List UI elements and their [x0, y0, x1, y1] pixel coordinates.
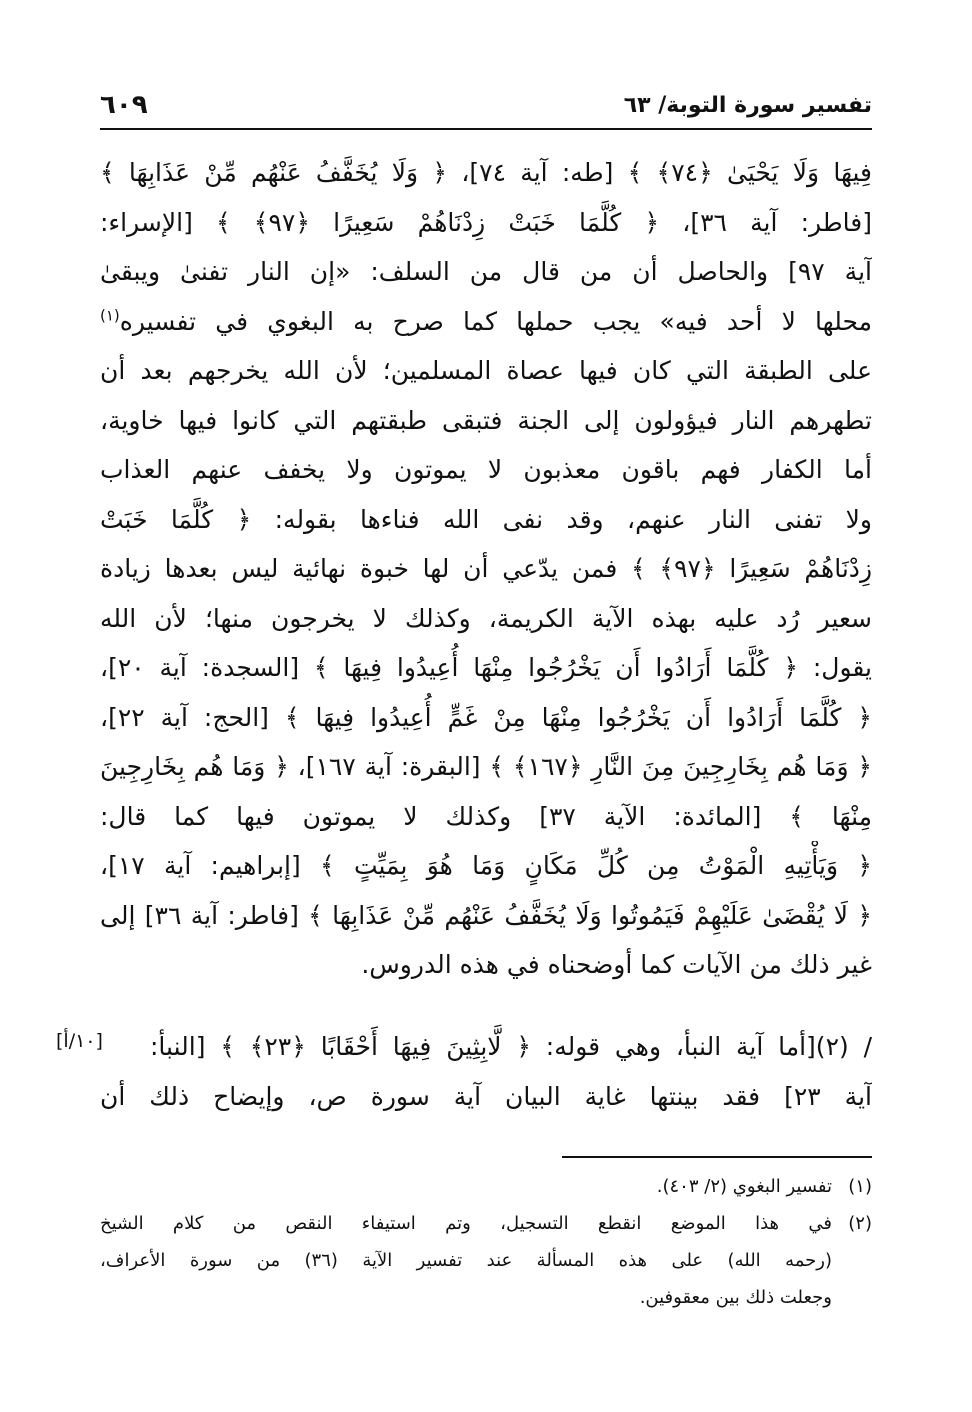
footnote-line: تفسير البغوي (٢/ ٤٠٣).: [656, 1176, 832, 1197]
text-line: محلها لا أحد فيه» يجب حملها كما صرح به البغوي في تفسيره: [119, 306, 872, 336]
text-line: أما الكفار فهم باقون معذبون لا يموتون ولا يخفف عنهم العذاب: [100, 455, 872, 484]
manuscript-marker: [١٠/أ]: [56, 1030, 103, 1052]
text-line: [فاطر: آية ٣٦]، ﴿ كُلَّمَا خَبَتْ زِدْنَاهُمْ سَعِيرًا ﴿٩٧﴾ ﴾ [الإسراء:: [100, 207, 872, 237]
text-line: زِدْنَاهُمْ سَعِيرًا ﴿٩٧﴾ ﴾ فمن يدّعي أن لها خبوة نهائية ليس بعدها زيادة: [100, 554, 872, 583]
text-line: على الطبقة التي كان فيها عصاة المسلمين؛ لأن الله يخرجهم بعد أن: [100, 356, 872, 385]
text-line: ولا تفنى النار عنهم، وقد نفى الله فناءها بقوله: ﴿ كُلَّمَا خَبَتْ: [100, 504, 872, 534]
text-line: ﴿ وَمَا هُم بِخَارِجِينَ مِنَ النَّارِ ﴿١٦٧﴾ ﴾ [البقرة: آية ١٦٧]، ﴿ وَمَا هُم بِخَارِجِينَ: [100, 752, 872, 781]
second-paragraph: [100, 1022, 872, 1121]
footnote-ref: (١): [100, 306, 120, 325]
page-header: [100, 82, 872, 130]
text-line: / (٢)[أما آية النبأ، وهي قوله: ﴿ لَّابِثِينَ فِيهَا أَحْقَابًا ﴿٢٣﴾ ﴾ [النبأ:: [150, 1032, 872, 1061]
footnote-number: (١): [848, 1176, 872, 1197]
footnote-text: [100, 1205, 832, 1316]
text-line: ﴿ لَا يُقْضَىٰ عَلَيْهِمْ فَيَمُوتُوا وَلَا يُخَفَّفُ عَنْهُم مِّنْ عَذَابِهَا ﴾ [فاطر: آية ٣٦] إلى: [100, 900, 872, 930]
page-number: ٦٠٩: [100, 90, 148, 120]
text-line-with-footnote-ref: [100, 297, 872, 347]
footnote-number: (٢): [848, 1213, 872, 1234]
text-line: تطهرهم النار فيؤولون إلى الجنة فتبقى طبقتهم التي كانوا فيها خاوية،: [100, 405, 872, 435]
footnote-line: (رحمه الله) على هذه المسألة عند تفسير الآية (٣٦) من سورة الأعراف،: [100, 1250, 832, 1271]
main-text: [100, 148, 872, 990]
text-line: ﴿ كُلَّمَا أَرَادُوا أَن يَخْرُجُوا مِنْهَا مِنْ غَمٍّ أُعِيدُوا فِيهَا ﴾ [الحج: آية ٢٢]،: [100, 702, 872, 732]
footnote: [100, 1205, 872, 1316]
text-line: يقول: ﴿ كُلَّمَا أَرَادُوا أَن يَخْرُجُوا مِنْهَا أُعِيدُوا فِيهَا ﴾ [السجدة: آية ٢٠]،: [100, 653, 872, 682]
text-line: آية ٩٧] والحاصل أن من قال من السلف: «إن النار تفنىٰ ويبقىٰ: [100, 257, 872, 286]
running-title: تفسير سورة التوبة/ ٦٣: [623, 92, 872, 118]
footnote-divider: [562, 1156, 872, 1158]
footnote-line: وجعلت ذلك بين معقوفين.: [639, 1287, 832, 1308]
text-line: آية ٢٣] فقد بينتها غاية البيان آية سورة ص، وإيضاح ذلك أن: [100, 1081, 872, 1111]
text-line: غير ذلك من الآيات كما أوضحناه في هذه الدروس.: [361, 950, 872, 979]
footnote-text: [100, 1168, 832, 1205]
text-line: سعير رُد عليه بهذه الآية الكريمة، وكذلك لا يخرجون منها؛ لأن الله: [100, 603, 872, 633]
footnotes: [100, 1168, 872, 1316]
text-line: ﴿ وَيَأْتِيهِ الْمَوْتُ مِن كُلِّ مَكَانٍ وَمَا هُوَ بِمَيِّتٍ ﴾ [إبراهيم: آية ١٧]،: [100, 851, 872, 880]
text-line: مِنْهَا ﴾ [المائدة: الآية ٣٧] وكذلك لا يموتون فيها كما قال:: [100, 801, 872, 831]
footnote-line: في هذا الموضع انقطع التسجيل، وتم استيفاء النقص من كلام الشيخ: [100, 1213, 832, 1234]
footnote: [100, 1168, 872, 1205]
text-line: فِيهَا وَلَا يَحْيَىٰ ﴿٧٤﴾ ﴾ [طه: آية ٧٤]، ﴿ وَلَا يُخَفَّفُ عَنْهُم مِّنْ عَذَابِهَا ﴾: [100, 158, 872, 187]
